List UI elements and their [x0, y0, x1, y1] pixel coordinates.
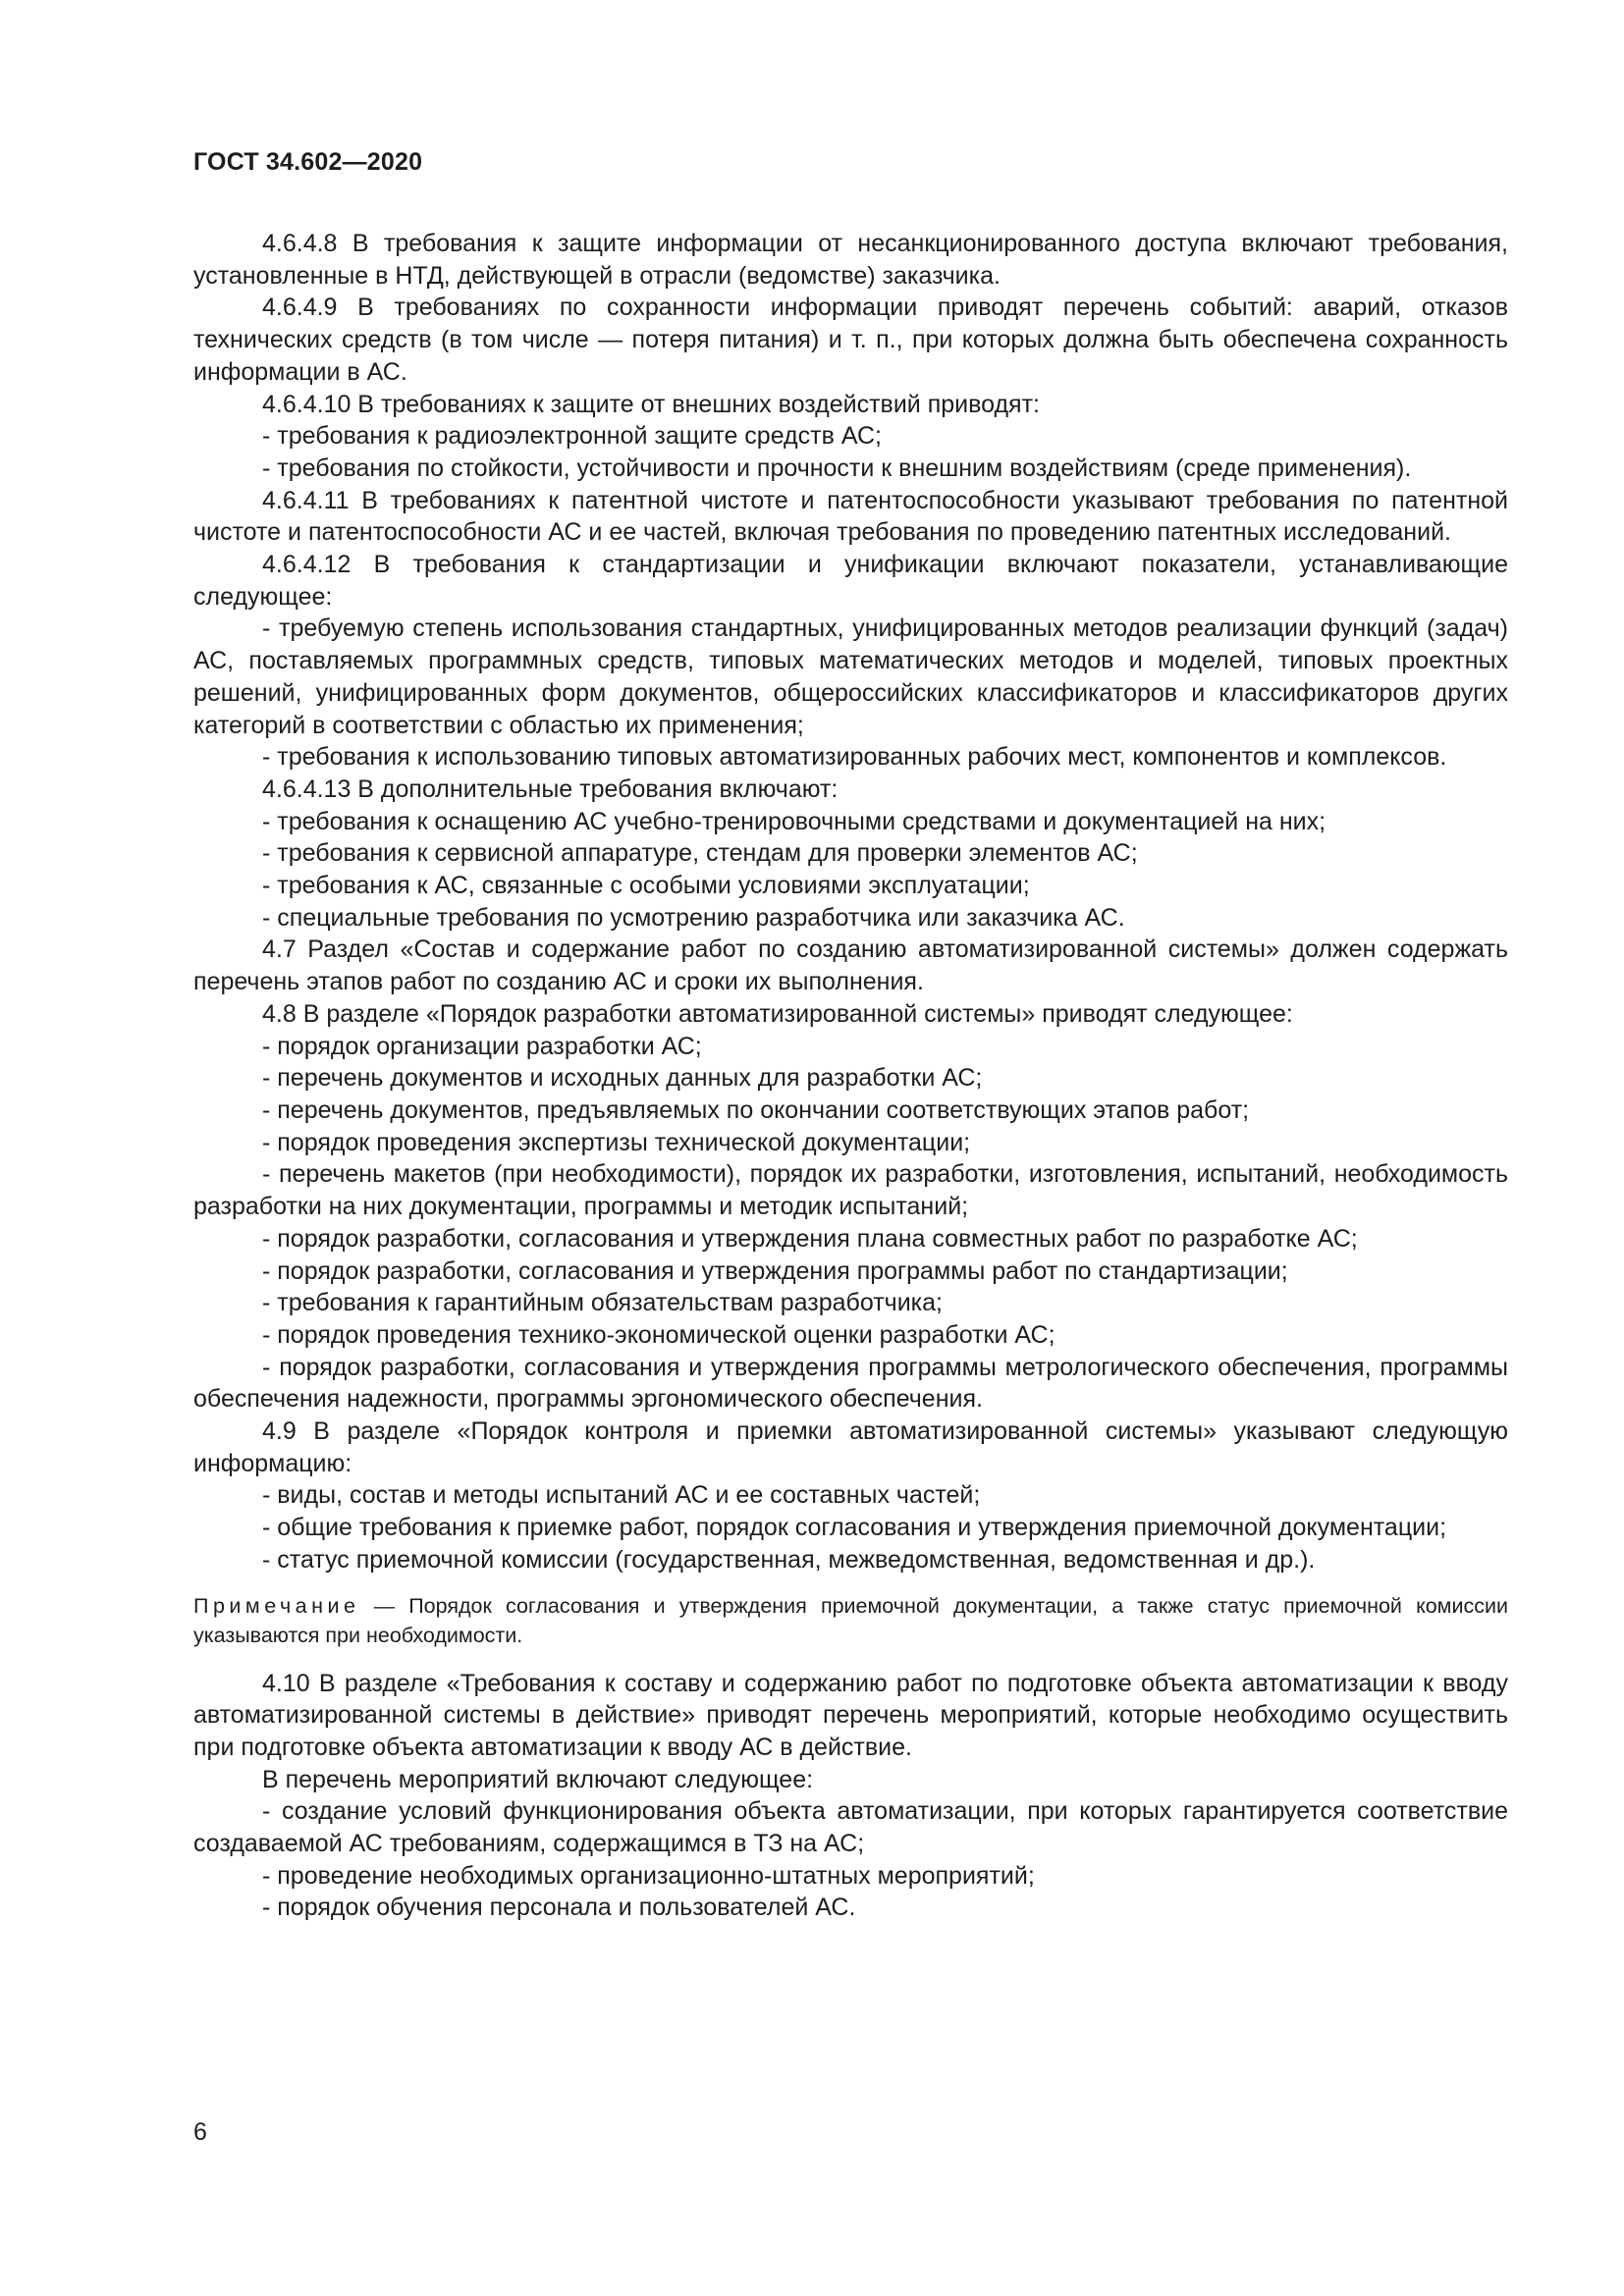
paragraph-4-6-4-12: 4.6.4.12 В требования к стандартизации и унификации включают показатели, устанавливающие следующее: — [193, 551, 1508, 611]
note-label: Примечание — [193, 1593, 360, 1618]
list-item: - требования к радиоэлектронной защите средств АС; — [262, 422, 882, 451]
list-item: - порядок разработки, согласования и утверждения плана совместных работ по разработке АС; — [262, 1224, 1358, 1253]
list-item: - виды, состав и методы испытаний АС и ее составных частей; — [262, 1481, 981, 1510]
document-body — [193, 228, 1508, 1924]
paragraph-4-6-4-11: 4.6.4.11 В требованиях к патентной чистоте и патентоспособности указывают требования по патентной чистоте и патентоспособности АС и ее частей, включая требования по проведению патентных исследований. — [193, 486, 1508, 547]
list-item: - проведение необходимых организационно-штатных мероприятий; — [262, 1861, 1035, 1890]
list-item: - порядок разработки, согласования и утверждения программы работ по стандартизации; — [262, 1256, 1288, 1285]
list-item: - порядок обучения персонала и пользователей АС. — [262, 1894, 856, 1922]
list-item: - перечень макетов (при необходимости), порядок их разработки, изготовления, испытаний, необходимость разработки на них документации, программы и методик испытаний; — [193, 1160, 1508, 1221]
paragraph-4-6-4-9: 4.6.4.9 В требованиях по сохранности информации приводят перечень событий: аварий, отказов технических средств (в том числе — потеря питания) и т. п., при которых должна быть обеспечена сохранность информации в АС. — [193, 294, 1508, 386]
list-item: - требования по стойкости, устойчивости и прочности к внешним воздействиям (среде применения). — [262, 454, 1412, 482]
note-text: — Порядок согласования и утверждения приемочной документации, а также статус приемочной комиссии указываются при необходимости. — [193, 1593, 1508, 1647]
note — [193, 1591, 1508, 1650]
paragraph-4-8: 4.8 В разделе «Порядок разработки автоматизированной системы» приводят следующее: — [262, 999, 1293, 1028]
list-item: - перечень документов, предъявляемых по окончании соответствующих этапов работ; — [262, 1095, 1250, 1124]
paragraph-4-7: 4.7 Раздел «Состав и содержание работ по созданию автоматизированной системы» должен содержать перечень этапов работ по созданию АС и сроки их выполнения. — [193, 935, 1508, 996]
list-item: - порядок организации разработки АС; — [262, 1032, 702, 1060]
list-item: - перечень документов и исходных данных для разработки АС; — [262, 1064, 983, 1093]
list-item: - требования к оснащению АС учебно-тренировочными средствами и документацией на них; — [262, 807, 1326, 835]
paragraph-4-9: 4.9 В разделе «Порядок контроля и приемки автоматизированной системы» указывают следующую информацию: — [193, 1417, 1508, 1477]
paragraph-4-6-4-13: 4.6.4.13 В дополнительные требования включают: — [262, 774, 839, 803]
list-item: - общие требования к приемке работ, порядок согласования и утверждения приемочной документации; — [262, 1514, 1447, 1542]
page-header-standard-title: ГОСТ 34.602—2020 — [193, 148, 423, 176]
paragraph-4-10: 4.10 В разделе «Требования к составу и содержанию работ по подготовке объекта автоматизации к вводу автоматизированной системы в действие» приводят перечень мероприятий, которые необходимо осуществить при подготовке объекта автоматизации к вводу АС в действие. — [193, 1669, 1508, 1761]
list-item: - требования к использованию типовых автоматизированных рабочих мест, компонентов и комплексов. — [262, 743, 1447, 772]
list-item: - требования к АС, связанные с особыми условиями эксплуатации; — [262, 872, 1030, 900]
paragraph-4-6-4-10: 4.6.4.10 В требованиях к защите от внешних воздействий приводят: — [262, 390, 1040, 418]
list-item: - требования к сервисной аппаратуре, стендам для проверки элементов АС; — [262, 839, 1138, 868]
list-item: - требуемую степень использования стандартных, унифицированных методов реализации функций (задач) АС, поставляемых программных средств, типовых математических методов и моделей, типовых проектных решений, унифицированных форм документов, общероссийских классификаторов и классификаторов других категорий в соответствии с областью их применения; — [193, 614, 1508, 739]
list-item: - специальные требования по усмотрению разработчика или заказчика АС. — [262, 903, 1125, 932]
page-number: 6 — [193, 2118, 207, 2146]
list-item: - порядок разработки, согласования и утверждения программы метрологического обеспечения, программы обеспечения надежности, программы эргономического обеспечения. — [193, 1353, 1508, 1414]
list-item: - создание условий функционирования объекта автоматизации, при которых гарантируется соответствие создаваемой АС требованиям, содержащимся в ТЗ на АС; — [193, 1797, 1508, 1858]
list-item: - порядок проведения экспертизы технической документации; — [262, 1128, 971, 1156]
list-item: - порядок проведения технико-экономической оценки разработки АС; — [262, 1320, 1056, 1349]
list-item: - требования к гарантийным обязательствам разработчика; — [262, 1289, 944, 1317]
paragraph-4-6-4-8: 4.6.4.8 В требования к защите информации от несанкционированного доступа включают требования, установленные в НТД, действующей в отрасли (ведомстве) заказчика. — [193, 230, 1508, 290]
paragraph-4-10-lead: В перечень мероприятий включают следующее: — [262, 1765, 814, 1793]
list-item: - статус приемочной комиссии (государственная, межведомственная, ведомственная и др.). — [262, 1545, 1316, 1574]
